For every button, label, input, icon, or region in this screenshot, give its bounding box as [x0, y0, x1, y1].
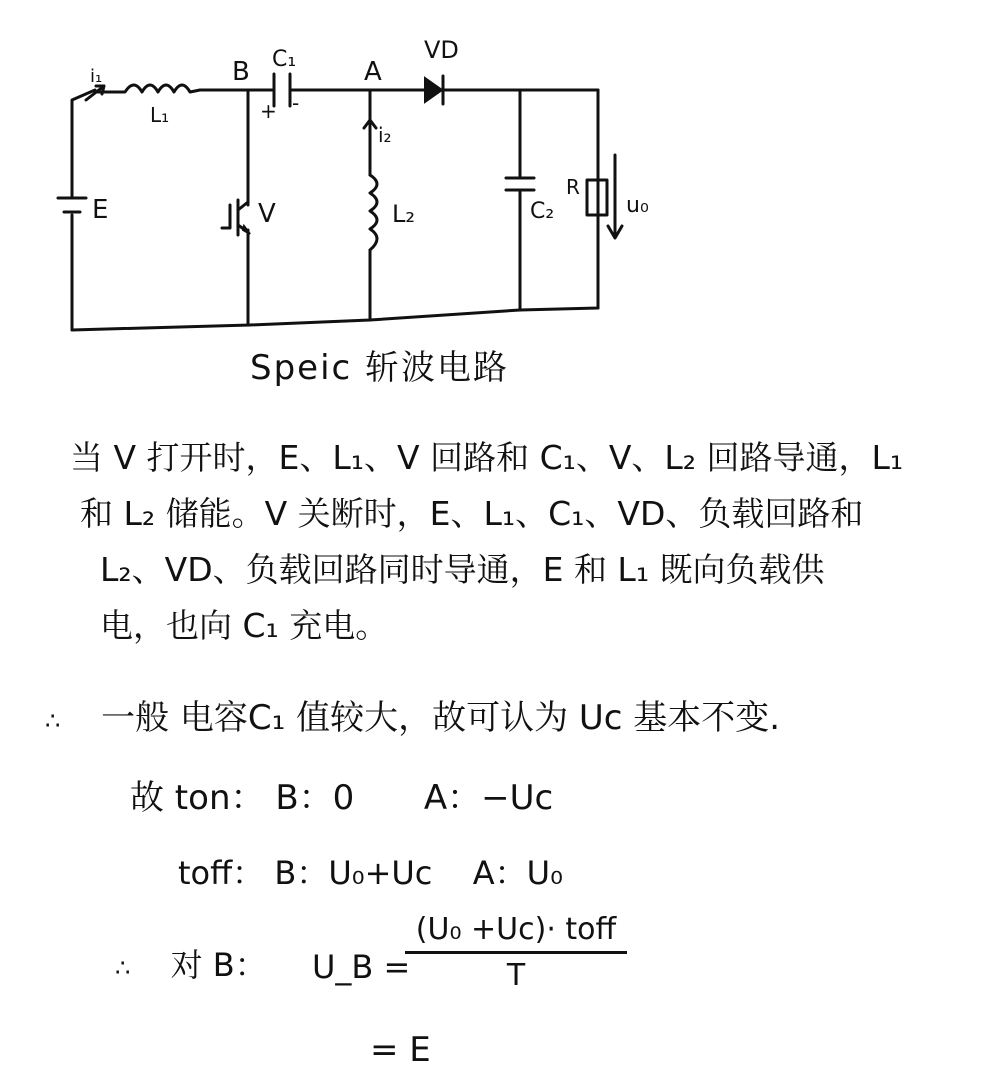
explanation-line-3: L₂、VD、负载回路同时导通，E 和 L₁ 既向负载供: [100, 550, 825, 589]
general-assumption-line: [45, 690, 780, 739]
label-l1: L₁: [150, 103, 170, 127]
for-b-label: 对 B：: [170, 946, 267, 984]
toff-a-value: A：U₀: [472, 854, 563, 892]
battery-e-symbol: [58, 198, 86, 212]
label-e: E: [92, 195, 109, 225]
ub-lhs: U_B =: [312, 948, 411, 986]
c1-minus-sign: -: [292, 91, 300, 115]
fraction-numerator: (U₀ +Uc)· toff: [405, 912, 627, 954]
therefore-symbol: ∴: [45, 707, 61, 735]
label-i2: i₂: [378, 123, 392, 147]
label-l2: L₂: [392, 200, 415, 228]
toff-label: toff：: [178, 854, 265, 892]
for-b-line: [115, 940, 267, 986]
ton-line: [130, 770, 553, 819]
c1-plus-sign: +: [260, 99, 277, 123]
toff-b-value: B：U₀+Uc: [274, 854, 433, 892]
fraction-denominator: T: [506, 958, 526, 993]
label-uo: u₀: [626, 193, 649, 218]
ton-label: 故 ton：: [130, 778, 265, 818]
ub-fraction: [405, 912, 627, 993]
label-v: V: [258, 199, 276, 229]
ton-b-value: B：0: [275, 778, 355, 818]
inductor-l2-symbol: [370, 175, 377, 250]
circuit-caption: Speic 斩波电路: [250, 348, 510, 388]
explanation-line-1: 当 V 打开时，E、L₁、V 回路和 C₁、V、L₂ 回路导通，L₁: [70, 438, 904, 477]
output-voltage-arrow: [608, 155, 622, 238]
switch-v-symbol: [222, 200, 250, 235]
ton-a-value: A：−Uc: [423, 778, 554, 818]
explanation-line-2: 和 L₂ 储能。V 关断时，E、L₁、C₁、VD、负载回路和: [80, 494, 864, 533]
label-i1: i₁: [90, 66, 103, 87]
node-b-label: B: [232, 57, 250, 87]
capacitor-c2-symbol: [506, 178, 534, 190]
toff-line: [178, 848, 563, 894]
general-assumption-text: 一般 电容C₁ 值较大，故可认为 Uc 基本不变.: [101, 698, 781, 738]
explanation-paragraph: [70, 430, 1000, 654]
diode-vd-symbol: [425, 76, 443, 104]
explanation-line-4: 电，也向 C₁ 充电。: [100, 606, 389, 645]
label-c2: C₂: [530, 199, 555, 224]
inductor-l1-symbol: [95, 85, 200, 92]
current-i2-arrow: [364, 120, 376, 138]
result-equals-e: = E: [370, 1030, 431, 1070]
node-a-label: A: [364, 57, 382, 87]
label-r: R: [566, 175, 580, 199]
therefore-symbol-2: ∴: [115, 954, 131, 982]
label-c1: C₁: [272, 47, 297, 72]
label-vd: VD: [424, 36, 459, 64]
